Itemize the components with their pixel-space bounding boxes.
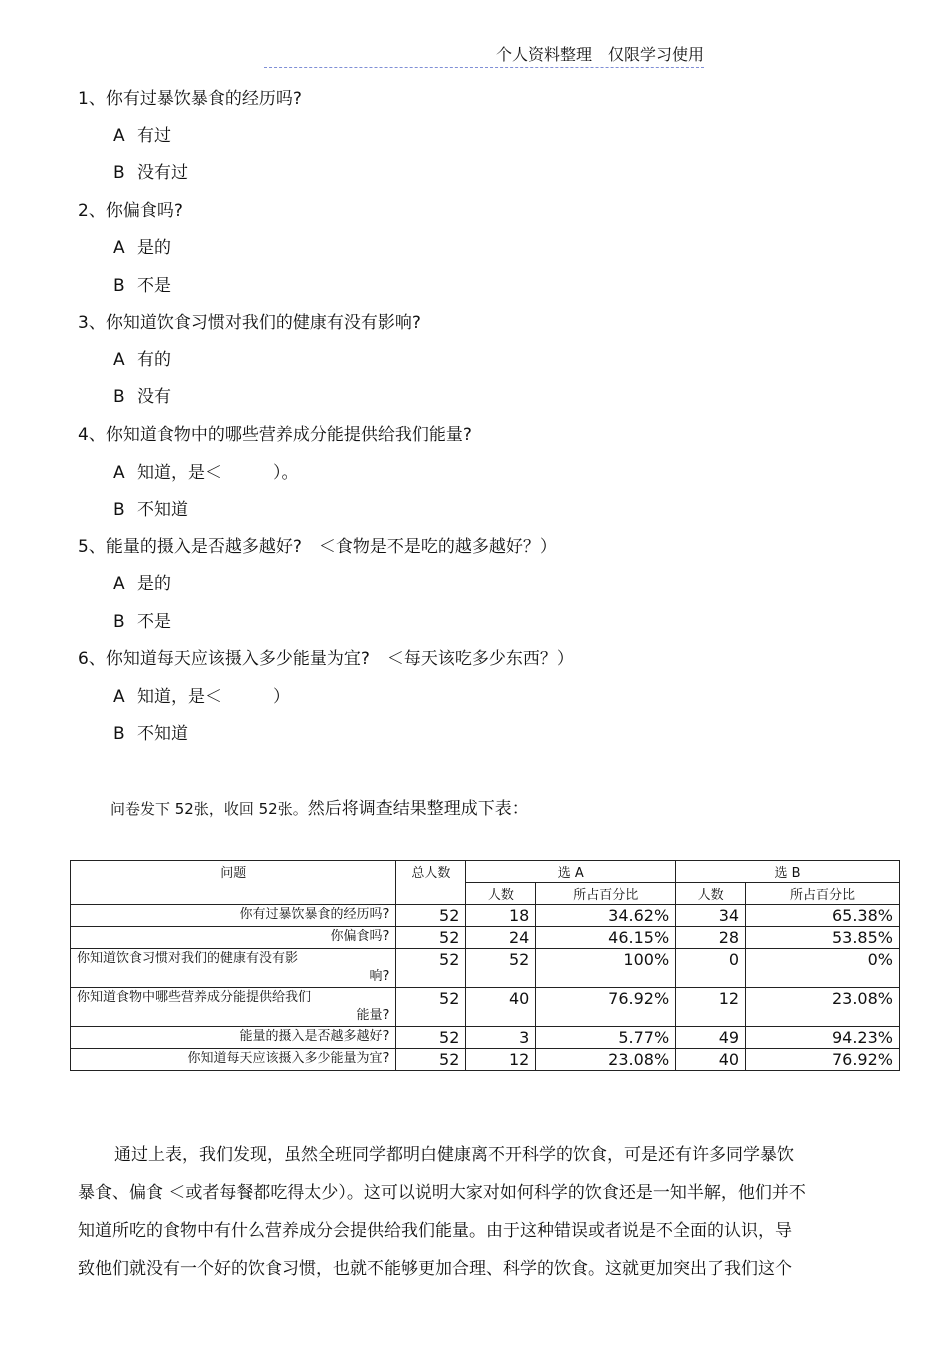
option-text: 不是 [137,276,171,296]
row-total: 52 [396,905,466,927]
summary-prefix: 问卷发下 52张，收回 52张。 [110,800,308,818]
option-text: 没有过 [137,163,188,183]
header-question: 问题 [71,861,396,905]
row-question-line1: 你有过暴饮暴食的经历吗? [239,907,390,922]
question-2: 2、你偏食吗? [78,201,183,221]
option-letter: A [113,126,125,146]
row-b-count: 0 [676,949,746,988]
row-a-percent: 76.92% [536,988,676,1027]
question-5-option-a [113,569,171,594]
header-b-percent: 所占百分比 [746,883,900,905]
row-a-percent: 100% [536,949,676,988]
analysis-paragraph [78,1136,848,1288]
option-text: 知道，是＜ ）。 [137,463,299,483]
row-b-percent: 76.92% [746,1049,900,1071]
option-text: 是的 [137,238,171,258]
row-b-percent: 94.23% [746,1027,900,1049]
row-total: 52 [396,1049,466,1071]
paragraph-line: 致他们就没有一个好的饮食习惯，也就不能够更加合理、科学的饮食。这就更加突出了我们这个 [78,1259,792,1279]
option-letter: B [113,276,125,296]
results-table [70,860,900,1071]
row-total: 52 [396,949,466,988]
row-a-count: 52 [466,949,536,988]
question-1: 1、你有过暴饮暴食的经历吗? [78,89,302,109]
header-a-count: 人数 [466,883,536,905]
row-question [71,1049,396,1071]
question-6: 6、你知道每天应该摄入多少能量为宜? ＜每天该吃多少东西？） [78,649,574,669]
row-question [71,905,396,927]
row-a-count: 18 [466,905,536,927]
option-letter: B [113,163,125,183]
option-text: 是的 [137,574,171,594]
question-2-option-a [113,233,171,258]
header-choice-b: 选 B [676,861,900,883]
question-5-option-b [113,607,171,632]
row-a-count: 12 [466,1049,536,1071]
table-row [71,905,900,927]
row-a-count: 24 [466,927,536,949]
option-letter: A [113,687,125,707]
row-question [71,927,396,949]
header-b-count: 人数 [676,883,746,905]
question-6-option-a [113,682,290,707]
option-letter: B [113,612,125,632]
option-letter: A [113,238,125,258]
row-a-percent: 46.15% [536,927,676,949]
row-b-percent: 0% [746,949,900,988]
option-text: 不知道 [137,500,188,520]
row-b-count: 49 [676,1027,746,1049]
option-text: 有的 [137,350,171,370]
header-a-percent: 所占百分比 [536,883,676,905]
row-question-line2: 响? [369,969,390,984]
option-text: 不是 [137,612,171,632]
option-text: 没有 [137,387,171,407]
row-a-percent: 5.77% [536,1027,676,1049]
option-letter: B [113,500,125,520]
question-3-option-b [113,382,171,407]
option-text: 不知道 [137,724,188,744]
row-question-line2: 能量? [356,1008,390,1023]
row-question-line1: 你知道食物中哪些营养成分能提供给我们 [77,990,312,1005]
row-b-percent: 53.85% [746,927,900,949]
row-total: 52 [396,927,466,949]
header-left-text: 个人资料整理 [495,45,592,64]
row-b-count: 34 [676,905,746,927]
row-question-line1: 你偏食吗? [330,929,390,944]
row-b-count: 12 [676,988,746,1027]
row-total: 52 [396,988,466,1027]
paragraph-line: 知道所吃的食物中有什么营养成分会提供给我们能量。由于这种错误或者说是不全面的认识，导 [78,1221,792,1241]
paragraph-line: 暴食、偏食 ＜或者每餐都吃得太少）。这可以说明大家对如何科学的饮食还是一知半解，他们并不 [78,1183,806,1203]
option-letter: A [113,463,125,483]
row-a-count: 40 [466,988,536,1027]
table-header-row [71,861,900,883]
row-a-percent: 34.62% [536,905,676,927]
summary-tail: 然后将调查结果整理成下表： [307,799,529,819]
row-b-percent: 65.38% [746,905,900,927]
question-6-option-b [113,719,188,744]
header-total: 总人数 [396,861,466,905]
survey-summary [110,794,529,819]
question-4: 4、你知道食物中的哪些营养成分能提供给我们能量? [78,425,472,445]
question-3: 3、你知道饮食习惯对我们的健康有没有影响? [78,313,421,333]
question-1-option-a [113,121,171,146]
table-row [71,988,900,1027]
paragraph-line: 通过上表，我们发现，虽然全班同学都明白健康离不开科学的饮食，可是还有许多同学暴饮 [114,1145,794,1165]
row-question [71,1027,396,1049]
row-question [71,988,396,1027]
option-letter: A [113,574,125,594]
option-letter: A [113,350,125,370]
question-3-option-a [113,345,171,370]
header-right-text: 仅限学习使用 [607,45,704,64]
question-1-option-b [113,158,188,183]
table-row [71,927,900,949]
option-text: 有过 [137,126,171,146]
question-4-option-a [113,458,299,483]
row-b-count: 40 [676,1049,746,1071]
row-question-line1: 能量的摄入是否越多越好? [239,1029,390,1044]
question-5: 5、能量的摄入是否越多越好? ＜食物是不是吃的越多越好？） [78,537,557,557]
question-2-option-b [113,271,171,296]
row-a-count: 3 [466,1027,536,1049]
page-header [264,42,704,68]
row-question-line1: 你知道每天应该摄入多少能量为宜? [187,1051,390,1066]
table-row [71,1027,900,1049]
row-b-percent: 23.08% [746,988,900,1027]
option-letter: B [113,724,125,744]
option-text: 知道，是＜ ） [137,687,290,707]
header-choice-a: 选 A [466,861,676,883]
table-row [71,1049,900,1071]
row-a-percent: 23.08% [536,1049,676,1071]
option-letter: B [113,387,125,407]
row-question [71,949,396,988]
table-row [71,949,900,988]
question-4-option-b [113,495,188,520]
row-total: 52 [396,1027,466,1049]
row-b-count: 28 [676,927,746,949]
row-question-line1: 你知道饮食习惯对我们的健康有没有影 [77,951,299,966]
